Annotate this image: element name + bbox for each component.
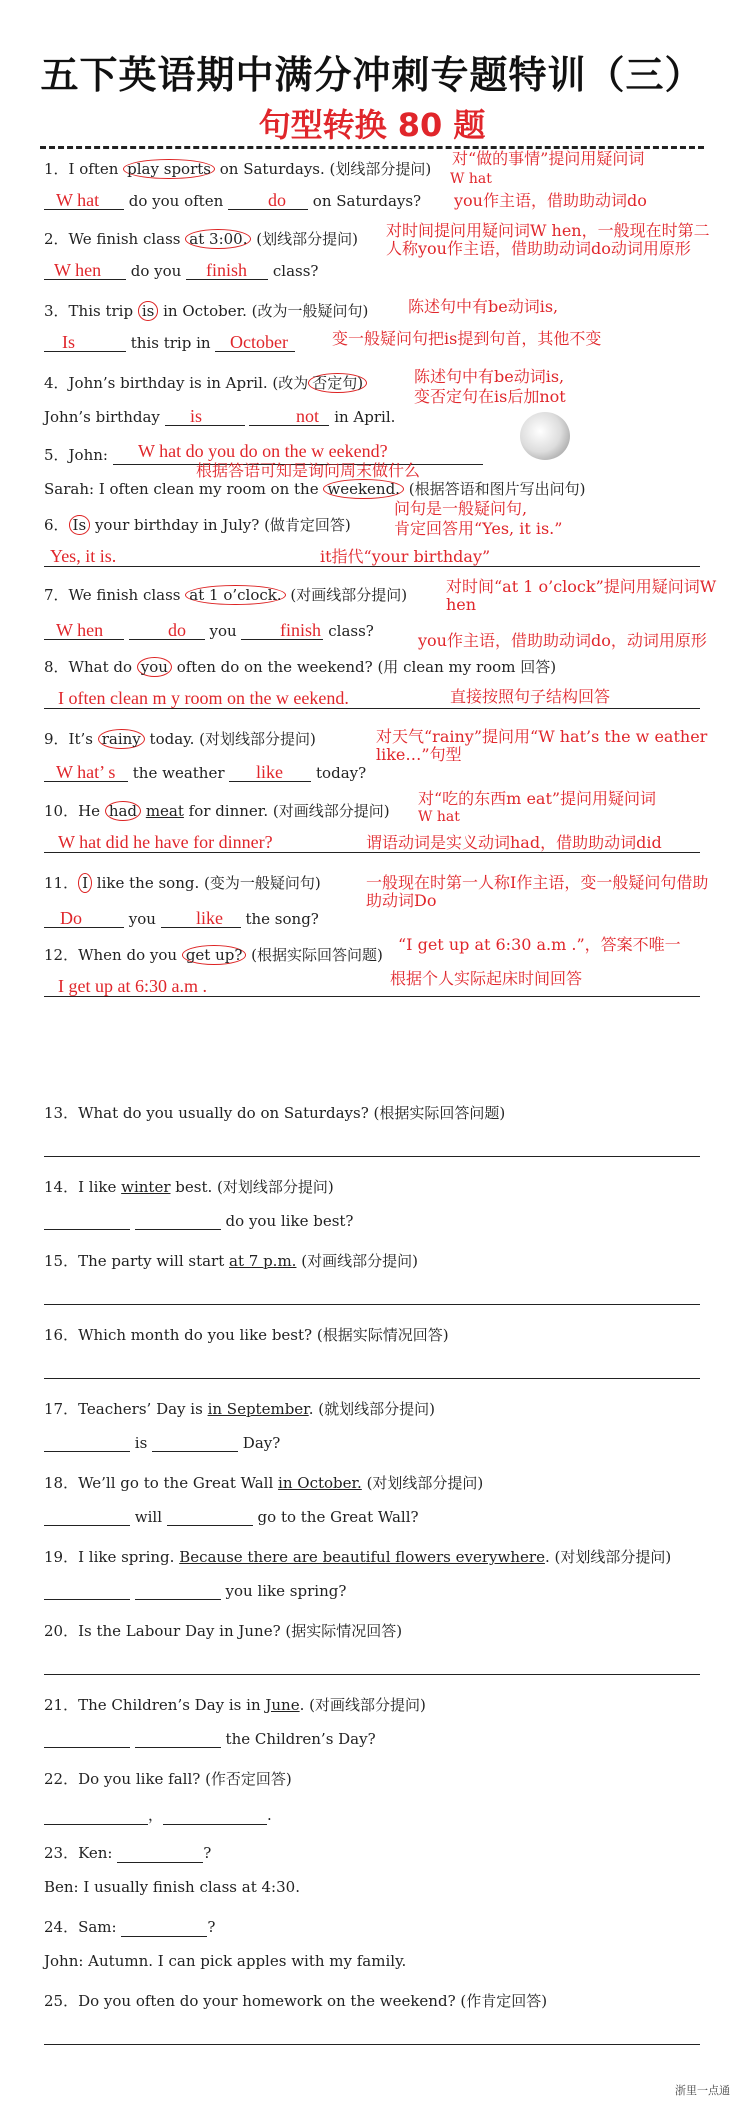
answer-line-25[interactable]	[44, 2044, 700, 2045]
question-9: 9．It’s rainy today. (对划线部分提问)	[44, 730, 316, 748]
note-3b: 变一般疑问句把is提到句首，其他不变	[332, 329, 602, 348]
question-5-sarah: Sarah: I often clean my room on the weekend. (根据答语和图片写出问句)	[44, 480, 586, 498]
answer-line-13[interactable]	[44, 1156, 700, 1157]
question-18-answer-line: will go to the Great Wall?	[44, 1508, 419, 1526]
question-7: 7．We finish class at 1 o’clock. (对画线部分提问)	[44, 586, 408, 604]
question-2: 2．We finish class at 3:00. (划线部分提问)	[44, 230, 358, 248]
answer-10: W hat did he have for dinner?	[58, 832, 273, 852]
note-1a: 对“做的事情”提问用疑问词	[452, 149, 645, 168]
question-22: 22．Do you like fall? (作否定回答)	[44, 1770, 292, 1788]
note-6a: 问句是一般疑问句,	[394, 499, 528, 518]
answer-7b: do	[168, 620, 186, 640]
answer-11a: Do	[60, 908, 82, 928]
question-4: 4．John’s birthday is in April. (改为 否定句)	[44, 372, 367, 393]
question-8: 8．What do you often do on the weekend? (用 clean my room 回答)	[44, 658, 557, 676]
question-23-ben: Ben: I usually finish class at 4:30.	[44, 1878, 300, 1896]
note-3a: 陈述句中有be动词is,	[408, 297, 559, 316]
question-17-answer-line: is Day?	[44, 1434, 280, 1452]
question-15: 15．The party will start at 7 p.m. (对画线部分提问)	[44, 1252, 418, 1270]
question-14-answer-line: do you like best?	[44, 1212, 353, 1230]
answer-11b: like	[196, 908, 223, 928]
note-7a: 对时间“at 1 o’clock”提问用疑问词W hen	[446, 577, 717, 614]
answer-12: I get up at 6:30 a.m .	[58, 976, 207, 996]
question-25: 25．Do you often do your homework on the weekend? (作肯定回答)	[44, 1992, 548, 2010]
answer-line-16[interactable]	[44, 1378, 700, 1379]
answer-3b: October	[230, 332, 288, 352]
note-10a: 对“吃的东西m eat”提问用疑问词	[418, 789, 657, 808]
answer-9b: like	[256, 762, 283, 782]
note-5: 根据答语可知是询问周末做什么	[196, 461, 421, 480]
answer-4a: is	[190, 406, 203, 426]
question-1-answer-line: do you often on Saturdays?	[44, 192, 421, 210]
question-23: 23．Ken: ?	[44, 1844, 212, 1862]
question-2-answer-line: do you class?	[44, 262, 318, 280]
question-5: 5．John:	[44, 444, 483, 465]
answer-5: W hat do you do on the w eekend?	[138, 441, 388, 461]
note-10c: 谓语动词是实义动词had，借助助动词did	[366, 833, 662, 852]
question-20: 20．Is the Labour Day in June? (据实际情况回答)	[44, 1622, 403, 1640]
question-12: 12．When do you get up? (根据实际回答问题)	[44, 946, 383, 964]
note-8: 直接按照句子结构回答	[450, 687, 611, 706]
question-19: 19．I like spring. Because there are beautiful flowers everywhere. (对划线部分提问)	[44, 1548, 672, 1566]
note-10b: W hat	[418, 809, 460, 825]
note-1c: you作主语，借助助动词do	[454, 191, 647, 210]
note-6c: it指代“your birthday”	[320, 547, 491, 566]
note-12b: 根据个人实际起床时间回答	[390, 969, 583, 988]
question-19-answer-line: you like spring?	[44, 1582, 346, 1600]
footer-brand: 浙里一点通	[675, 2084, 730, 2097]
page-title: 五下英语期中满分冲刺专题特训（三）	[40, 53, 704, 97]
question-10: 10．He had meat for dinner. (对画线部分提问)	[44, 802, 390, 820]
question-11-answer-line: you the song?	[44, 910, 319, 928]
question-24-john: John: Autumn. I can pick apples with my family.	[44, 1952, 407, 1970]
question-22-answer-line: ， .	[44, 1804, 272, 1825]
question-24: 24．Sam: ?	[44, 1918, 216, 1936]
question-3-answer-line: this trip in	[44, 334, 295, 352]
note-2: 对时间提问用疑问词W hen，一般现在时第二人称you作主语，借助助动词do动词用原形	[386, 221, 710, 258]
question-18: 18．We’ll go to the Great Wall in October. (对划线部分提问)	[44, 1474, 484, 1492]
page-subtitle: 句型转换 80 题	[258, 106, 486, 144]
question-17: 17．Teachers’ Day is in September. (就划线部分提问)	[44, 1400, 435, 1418]
note-4b: 变否定句在is后加not	[414, 387, 566, 406]
question-3: 3．This trip is in October. (改为一般疑问句)	[44, 302, 369, 320]
answer-4b: not	[296, 406, 320, 426]
cleaning-picture	[520, 412, 570, 460]
question-6: 6． Is your birthday in July? (做肯定回答)	[44, 516, 351, 534]
answer-line-15[interactable]	[44, 1304, 700, 1305]
question-21: 21．The Children’s Day is in June. (对画线部分提问)	[44, 1696, 426, 1714]
note-11: 一般现在时第一人称I作主语，变一般疑问句借助助动词Do	[366, 873, 709, 910]
question-9-answer-line: the weather today?	[44, 764, 366, 782]
answer-9a: W hat’ s	[56, 762, 116, 782]
note-4a: 陈述句中有be动词is,	[414, 367, 565, 386]
question-1: 1．I often play sports on Saturdays. (划线部分提问)	[44, 160, 432, 178]
answer-7c: finish	[280, 620, 322, 640]
answer-8: I often clean m y room on the w eekend.	[58, 688, 349, 708]
answer-1b: do	[268, 190, 286, 210]
note-1b: W hat	[450, 171, 492, 187]
note-12a: “I get up at 6:30 a.m .”，答案不唯一	[398, 935, 681, 954]
question-11: 11． I like the song. (变为一般疑问句)	[44, 874, 321, 892]
question-21-answer-line: the Children’s Day?	[44, 1730, 376, 1748]
question-14: 14．I like winter best. (对划线部分提问)	[44, 1178, 334, 1196]
question-7-answer-line: you class?	[44, 622, 374, 640]
answer-1a: W hat	[56, 190, 100, 210]
answer-2b: finish	[206, 260, 248, 280]
answer-7a: W hen	[56, 620, 104, 640]
answer-6: Yes, it is.	[50, 546, 117, 566]
answer-2a: W hen	[54, 260, 102, 280]
question-13: 13．What do you usually do on Saturdays? (根据实际回答问题)	[44, 1104, 506, 1122]
answer-3a: Is	[62, 332, 75, 352]
note-6b: 肯定回答用“Yes, it is.”	[394, 519, 563, 538]
question-16: 16．Which month do you like best? (根据实际情况回答)	[44, 1326, 449, 1344]
note-9: 对天气“rainy”提问用“W hat’s the w eather like…”句型	[376, 727, 708, 764]
note-7b: you作主语，借助助动词do，动词用原形	[418, 631, 707, 650]
answer-line-20[interactable]	[44, 1674, 700, 1675]
question-4-answer-line: John’s birthday in April.	[44, 408, 396, 426]
